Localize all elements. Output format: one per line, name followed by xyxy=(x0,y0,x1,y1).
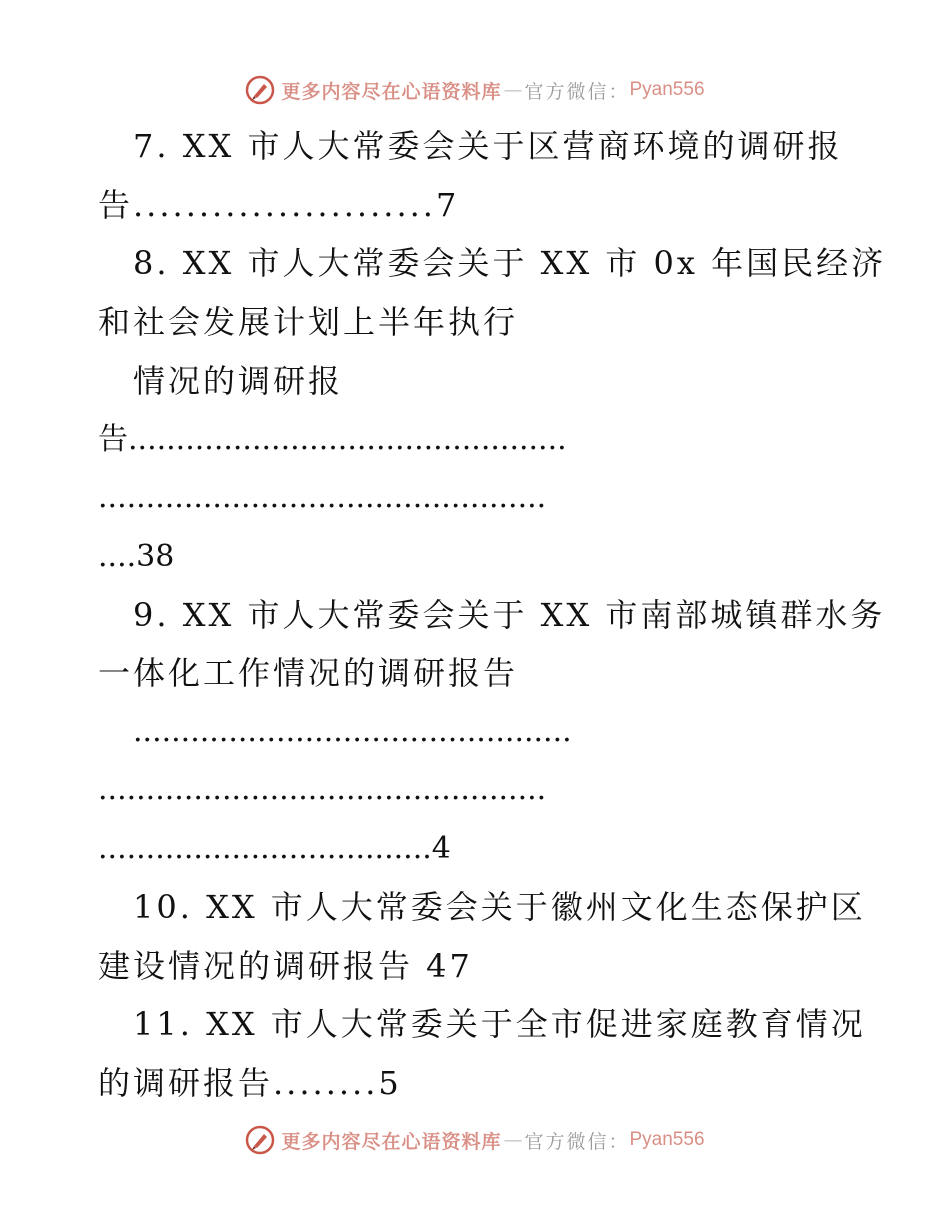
watermark-text: 更多内容尽在心语资料库 xyxy=(281,80,502,103)
toc-item-9-line-2: 一体化工作情况的调研报告 xyxy=(98,654,519,692)
toc-item-7-line-2: 告.......................7 xyxy=(98,186,460,224)
pen-logo-icon xyxy=(245,75,275,105)
watermark-wechat-id: Pyan556 xyxy=(629,1129,705,1150)
watermark-banner-top xyxy=(0,72,950,108)
pen-logo-icon xyxy=(245,1125,275,1155)
toc-item-8-line-2: 和社会发展计划上半年执行 xyxy=(98,303,519,341)
watermark-dash: — xyxy=(503,79,523,101)
toc-item-8-line-6: ....38 xyxy=(98,539,175,574)
toc-item-9-line-1: 9. XX 市人大常委会关于 XX 市南部城镇群水务 xyxy=(133,596,886,634)
watermark-wechat-id: Pyan556 xyxy=(629,79,705,100)
toc-item-9-line-3: .............................................. xyxy=(133,714,572,749)
watermark-dash: — xyxy=(503,1129,523,1151)
toc-item-11-line-1: 11. XX 市人大常委关于全市促进家庭教育情况 xyxy=(133,1005,866,1043)
toc-item-8-line-1: 8. XX 市人大常委会关于 XX 市 0x 年国民经济 xyxy=(133,244,887,282)
toc-item-8-line-5: ............................................... xyxy=(98,480,547,515)
toc-item-8-line-4: 告.............................................. xyxy=(98,422,567,457)
toc-item-8-line-3: 情况的调研报 xyxy=(133,362,344,400)
toc-item-10-line-2: 建设情况的调研报告 47 xyxy=(98,947,473,985)
toc-item-9-line-5: ...................................4 xyxy=(98,831,451,866)
toc-item-10-line-1: 10. XX 市人大常委会关于徽州文化生态保护区 xyxy=(133,888,866,926)
toc-item-7-line-1: 7. XX 市人大常委会关于区营商环境的调研报 xyxy=(133,127,843,165)
toc-item-9-line-4: ............................................... xyxy=(98,772,547,807)
watermark-text: 更多内容尽在心语资料库 xyxy=(281,1130,502,1153)
toc-item-11-line-2: 的调研报告........5 xyxy=(98,1064,402,1102)
watermark-label: 官方微信： xyxy=(524,80,630,103)
watermark-banner-bottom xyxy=(0,1122,950,1158)
watermark-label: 官方微信： xyxy=(524,1130,630,1153)
